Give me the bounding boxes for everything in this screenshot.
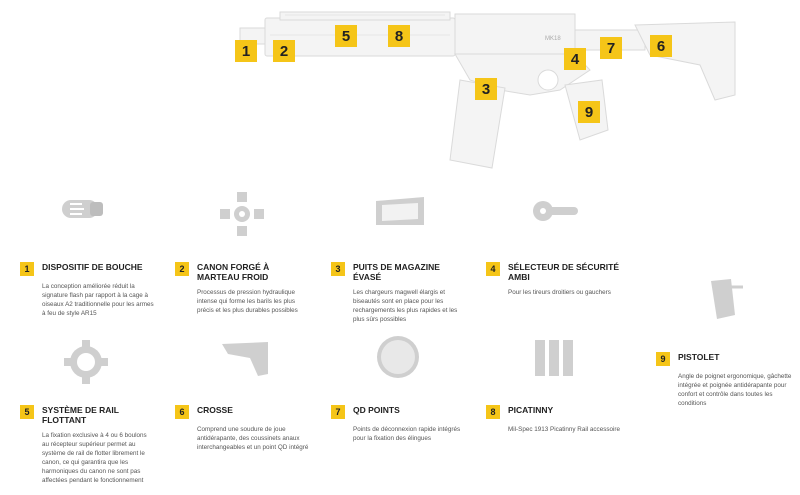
callout-6[interactable]: 6 [650, 35, 672, 57]
pistol-grip-icon [705, 277, 745, 321]
callout-8[interactable]: 8 [388, 25, 410, 47]
feature-qd-points [331, 405, 466, 443]
feature-description: Pour les tireurs droitiers ou gauchers [508, 289, 611, 296]
feature-muzzle-device [20, 262, 155, 318]
feature-barrel [175, 262, 310, 315]
callout-3[interactable]: 3 [475, 78, 497, 100]
feature-title: DISPOSITIF DE BOUCHE [42, 262, 143, 272]
feature-pistol-grip [656, 352, 796, 408]
callout-4[interactable]: 4 [564, 48, 586, 70]
feature-description: La conception améliorée réduit la signature flash par rapport à la cage à oiseaux A2 traditionnelle pour les armes à feu de style AR15 [42, 283, 154, 317]
feature-description: Mil-Spec 1913 Picatinny Rail accessoire [508, 426, 620, 433]
callout-7[interactable]: 7 [600, 37, 622, 59]
feature-title: SYSTÈME DE RAIL FLOTTANT [42, 405, 119, 425]
feature-title: QD POINTS [353, 405, 400, 415]
feature-description: Angle de poignet ergonomique, gâchette intégrée et poignée antidérapante pour confort et contrôle dans toutes les conditions [678, 373, 792, 407]
callout-5[interactable]: 5 [335, 25, 357, 47]
feature-number: 2 [175, 262, 189, 276]
feature-title: CANON FORGÉ À MARTEAU FROID [197, 262, 270, 282]
feature-rail-system [20, 405, 155, 485]
feature-description: Points de déconnexion rapide intégrés pour la fixation des élingues [353, 426, 461, 442]
picatinny-icon [533, 338, 575, 378]
feature-number: 5 [20, 405, 34, 419]
qd-point-icon [375, 334, 421, 380]
feature-title: PICATINNY [508, 405, 554, 415]
rifle-model-engraving: MK18 [545, 36, 561, 42]
callout-2[interactable]: 2 [273, 40, 295, 62]
feature-description: Les chargeurs magwell élargis et biseautés sont en place pour les rechargements les plus rapides et les plus sûrs possibles [353, 289, 458, 323]
feature-number: 7 [331, 405, 345, 419]
feature-title: CROSSE [197, 405, 233, 415]
feature-safety-selector [486, 262, 621, 297]
barrel-icon [218, 190, 266, 238]
rail-system-icon [62, 338, 110, 386]
magwell-icon [372, 195, 428, 229]
feature-title: PISTOLET [678, 352, 720, 362]
feature-description: La fixation exclusive à 4 ou 6 boulons au récepteur supérieur permet au système de rail de flotter librement le canon, ce qui garantira que les harmoniques du canon ne sont pas affectées pendant le fonctionnement [42, 432, 147, 484]
feature-description: Comprend une soudure de joue antidérapante, des coussinets anaux interchangeables et un point QD intégré [197, 426, 309, 451]
muzzle-device-icon [60, 192, 105, 226]
feature-number: 1 [20, 262, 34, 276]
callout-1[interactable]: 1 [235, 40, 257, 62]
feature-number: 8 [486, 405, 500, 419]
callout-9[interactable]: 9 [578, 101, 600, 123]
feature-title: PUITS DE MAGAZINE ÉVASÉ [353, 262, 440, 282]
feature-number: 6 [175, 405, 189, 419]
feature-number: 9 [656, 352, 670, 366]
feature-stock [175, 405, 310, 452]
feature-title: SÉLECTEUR DE SÉCURITÉ AMBI [508, 262, 619, 282]
safety-selector-icon [528, 200, 580, 222]
feature-number: 3 [331, 262, 345, 276]
feature-number: 4 [486, 262, 500, 276]
stock-icon [220, 338, 272, 378]
feature-picatinny [486, 405, 621, 434]
feature-magwell [331, 262, 466, 324]
feature-description: Processus de pression hydraulique intense qui forme les barils les plus précis et les plus durables possibles [197, 289, 298, 314]
